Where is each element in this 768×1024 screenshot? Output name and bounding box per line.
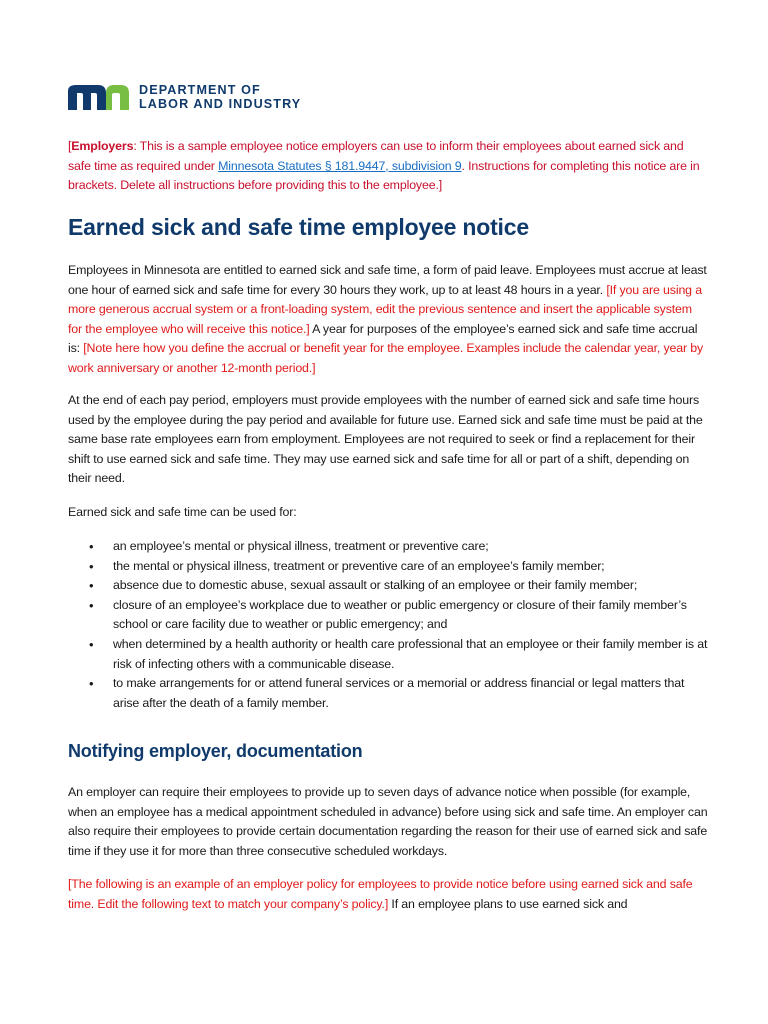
mn-state-logo-icon <box>68 83 130 111</box>
employers-label: Employers <box>71 139 134 153</box>
logo-wordmark <box>139 83 301 111</box>
logo-line-1: DEPARTMENT OF <box>139 83 261 97</box>
accrual-instruction: [If you are using a more generous accrual system or a front-loading system, edit the previous sentence and insert the applicable system for the employee who will receive this notice.] <box>68 282 702 336</box>
accrual-year-text: A year for purposes of the employee’s earned sick and safe time accrual is: <box>68 321 698 356</box>
list-item: • when determined by a health authority or health care professional that an employee or their family member is at risk of infecting others with a communicable disease. <box>68 635 708 674</box>
notice-documentation-paragraph: An employer can require their employees to provide up to seven days of advance notice when possible (for example, when an employee has a medical appointment scheduled in advance) before using sick and safe time. An employer can also require their employees to provide certain documentation regarding the reason for their use of earned sick and safe time if they use it for more than three consecutive scheduled workdays. <box>68 785 708 858</box>
list-item: • the mental or physical illness, treatment or preventive care of an employee’s family member; <box>68 557 708 577</box>
entitlement-text: Employees in Minnesota are entitled to earned sick and safe time, a form of paid leave. Employees must accrue at least one hour of earned sick and safe time for every 30 hours they work, up to at least 48 hours in a year. <box>68 263 707 297</box>
logo-line-2: LABOR AND INDUSTRY <box>139 97 302 111</box>
policy-example-paragraph <box>68 875 708 914</box>
policy-text: If an employee plans to use earned sick and <box>388 896 628 911</box>
notice-text-before: : This is a sample employee notice employers can use to inform their employees about earned sick and safe time as required under <box>68 139 684 173</box>
list-item: • closure of an employee’s workplace due to weather or public emergency or closure of their family member’s school or care facility due to weather or public emergency; and <box>68 596 708 635</box>
bracket: [ <box>68 139 72 153</box>
list-item: • absence due to domestic abuse, sexual assault or stalking of an employee or their family member; <box>68 576 708 596</box>
uses-intro: Earned sick and safe time can be used for: <box>68 505 297 519</box>
pay-period-paragraph: At the end of each pay period, employers must provide employees with the number of earned sick and safe time hours used by the employee during the pay period and available for future use. Earned sick and safe time must be paid at the same base rate employees earn from employment. Employees are not required to seek or find a replacement for their shift to use earned sick and safe time. They may use earned sick and safe time for all or part of a shift, depending on their need. <box>68 393 703 486</box>
list-item: • to make arrangements for or attend funeral services or a memorial or address financial or legal matters that arise after the death of a family member. <box>68 674 708 713</box>
minnesota-statutes-link[interactable]: Minnesota Statutes § 181.9447, subdivision 9 <box>218 158 462 173</box>
notice-text-after: . Instructions for completing this notice are in brackets. Delete all instructions before providing this to the employee.] <box>68 158 700 193</box>
page-title: Earned sick and safe time employee notice <box>68 214 529 240</box>
section-heading-notifying: Notifying employer, documentation <box>68 741 363 761</box>
benefit-year-instruction: [Note here how you define the accrual or benefit year for the employee. Examples include the calendar year, year by work anniversary or another 12-month period.] <box>68 341 704 375</box>
uses-list <box>68 537 708 713</box>
list-item: • an employee’s mental or physical illness, treatment or preventive care; <box>68 537 708 557</box>
dli-logo <box>68 82 301 112</box>
policy-instruction: [The following is an example of an employer policy for employees to provide notice before using earned sick and safe time. Edit the following text to match your company’s policy.] <box>68 877 693 911</box>
entitlement-paragraph <box>68 261 708 379</box>
employer-instructions-notice <box>68 137 708 196</box>
